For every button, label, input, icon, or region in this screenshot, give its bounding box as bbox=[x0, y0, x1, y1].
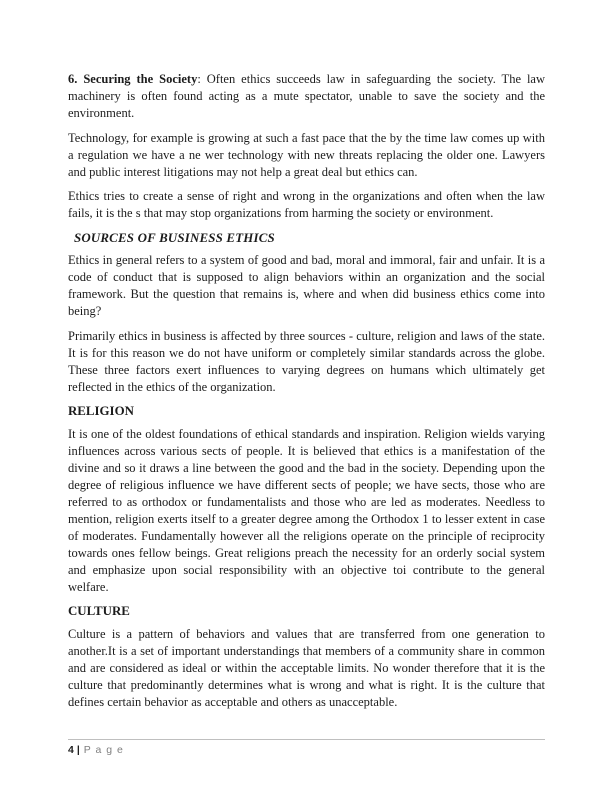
section-heading: RELIGION bbox=[68, 404, 134, 418]
paragraph: Culture is a pattern of behaviors and values that are transferred from one generation to another.It is a set of important understandings that members of a community share in common and are considered as ideal or within the acceptable limits. No wonder therefore that it is the culture that predominantly determines what is wrong and what is right. It is the culture that defines certain behavior as acceptable and others as unacceptable. bbox=[68, 626, 545, 709]
paragraph: Ethics in general refers to a system of good and bad, moral and immoral, fair and unfair. It is a code of conduct that is supposed to align behaviors within an organization and the social framework. But the question that remains is, where and when did business ethics come into being? bbox=[68, 253, 545, 318]
page-number-separator: | bbox=[76, 744, 80, 756]
page-number-value: 4 bbox=[68, 744, 74, 756]
paragraph: Primarily ethics in business is affected by three sources - culture, religion and laws of the state. It is for this reason we do not have uniform or completely similar standards across the globe. These three factors exert influences to varying degrees on humans which ultimately get reflected in the ethics of the organization. bbox=[68, 328, 545, 394]
paragraph: Technology, for example is growing at such a fast pace that the by the time law comes up with a regulation we have a ne wer technology with new threats replacing the older one. Lawyers and public interest litigations may not help a great deal but ethics can. bbox=[68, 130, 545, 179]
section-heading: CULTURE bbox=[68, 604, 130, 618]
paragraph: It is one of the oldest foundations of ethical standards and inspiration. Religion wields varying influences across various sects of people. It is believed that ethics is a manifestation of the divine and so it draws a line between the good and the bad in the society. Depending upon the degree of religious influence we have different sects of people; we have sects, those who are referred to as orthodox or fundamentalists and those who are led as moderates. Needless to mention, religion exerts itself to a greater degree among the Orthodox 1 to lesser extent in case of moderates. Fundamentally however all the religions operate on the principle of reciprocity towards ones fellow beings. Great religions preach the necessity for an orderly social system and emphasize upon social responsibility with an objective toi contribute to the general welfare. bbox=[68, 426, 545, 594]
document-body bbox=[68, 71, 545, 711]
section-heading: SOURCES OF BUSINESS ETHICS bbox=[74, 230, 275, 245]
page-number-label: P a g e bbox=[83, 744, 124, 756]
paragraph: 6. Securing the Society: Often ethics succeeds law in safeguarding the society. The law machinery is often found acting as a mute spectator, unable to save the society and the environment. bbox=[68, 72, 545, 120]
paragraph-lead-bold: 6. Securing the Society bbox=[68, 72, 198, 86]
page-footer bbox=[68, 739, 545, 756]
paragraph: Ethics tries to create a sense of right and wrong in the organizations and often when the law fails, it is the s that may stop organizations from harming the society or environment. bbox=[68, 189, 545, 220]
